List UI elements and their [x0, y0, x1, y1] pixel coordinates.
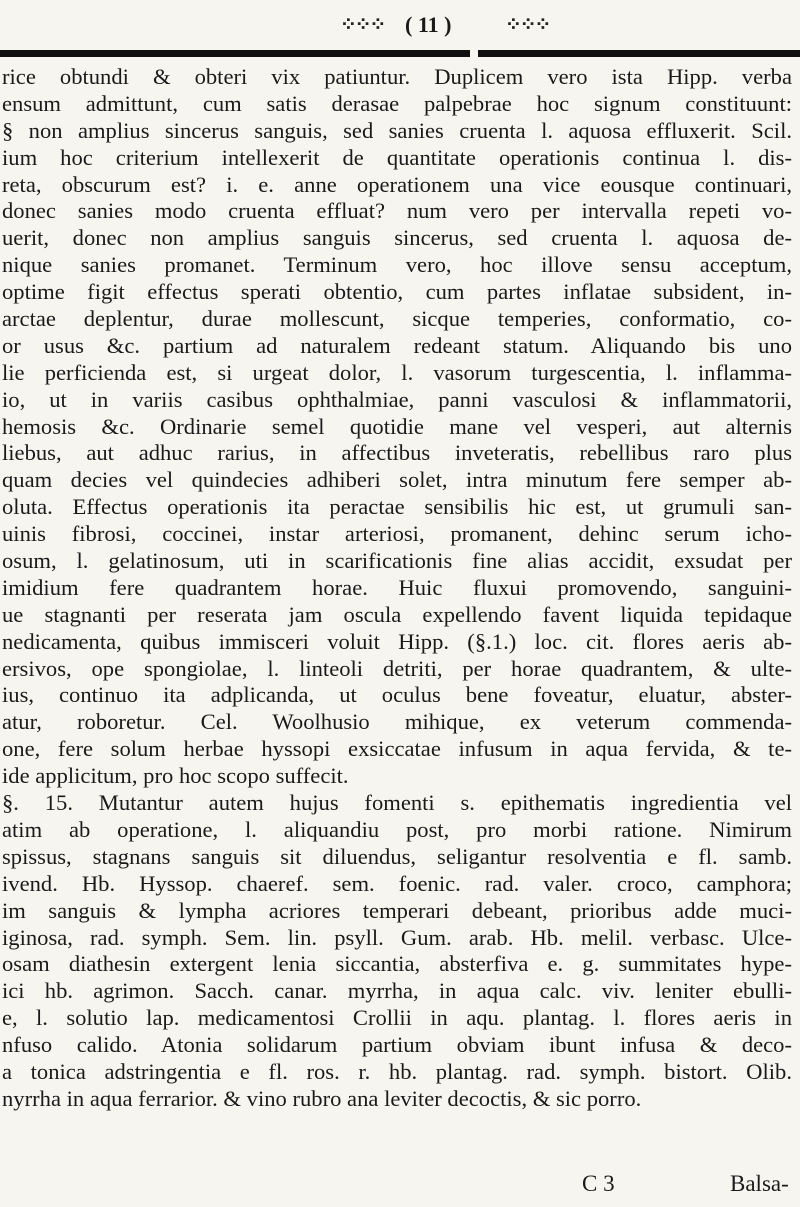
text-line: ius, continuo ita adplicanda, ut oculus bene foveatur, eluatur, abster-: [2, 682, 792, 708]
text-line: reta, obscurum est? i. e. anne operationem una vice eousque continuari,: [2, 171, 792, 197]
header-ornament-left: ⁘⁘⁘: [340, 14, 385, 36]
text-line: ide applicitum, pro hoc scopo suffecit.: [2, 763, 349, 789]
text-line: or usus &c. partium ad naturalem redeant statum. Aliquando bis uno: [2, 332, 792, 358]
text-line: imidium fere quadrantem horae. Huic fluxui promovendo, sanguini-: [2, 574, 792, 600]
text-line: quam decies vel quindecies adhiberi solet, intra minutum fere semper ab-: [2, 467, 792, 493]
text-line: one, fere solum herbae hyssopi exsiccatae infusum in aqua fervida, & te-: [2, 736, 792, 762]
text-line: ici hb. agrimon. Sacch. canar. myrrha, in aqua calc. viv. leniter ebulli-: [2, 978, 792, 1004]
text-line: atur, roboretur. Cel. Woolhusio mihique, ex veterum commenda-: [2, 709, 792, 735]
text-line: §. 15. Mutantur autem hujus fomenti s. epithematis ingredientia vel: [2, 790, 792, 816]
text-line: liebus, aut adhuc rarius, in affectibus inveteratis, rebellibus raro plus: [2, 440, 792, 466]
text-line: nique sanies promanet. Terminum vero, hoc illove sensu acceptum,: [2, 252, 792, 278]
page-footer: [0, 1171, 800, 1201]
text-line: ivend. Hb. Hyssop. chaeref. sem. foenic. rad. valer. croco, camphora;: [2, 870, 792, 896]
text-line: nyrrha in aqua ferrarior. & vino rubro ana leviter decoctis, & sic porro.: [2, 1085, 642, 1111]
header-rule-left: [0, 50, 470, 57]
page-number: ( 11 ): [405, 12, 452, 37]
text-line: ersivos, ope spongiolae, l. linteoli detriti, per horae quadrantem, & ulte-: [2, 655, 792, 681]
text-line: spissus, stagnans sanguis sit diluendus, seligantur resolventia e fl. samb.: [2, 843, 792, 869]
text-line: optime figit effectus sperati obtentio, cum partes inflatae subsident, in-: [2, 279, 792, 305]
text-line: nfuso calido. Atonia solidarum partium obviam ibunt infusa & deco-: [2, 1032, 792, 1058]
text-line: donec sanies modo cruenta effluat? num vero per intervalla repeti vo-: [2, 198, 792, 224]
text-line: osum, l. gelatinosum, uti in scarificationis fine alias accidit, exsudat per: [2, 548, 792, 574]
text-body: [0, 64, 800, 1113]
text-line: oluta. Effectus operationis ita peractae sensibilis hic est, ut grumuli san-: [2, 494, 792, 520]
text-line: a tonica adstringentia e fl. ros. r. hb. plantag. rad. symph. bistort. Olib.: [2, 1058, 792, 1084]
catchword: Balsa-: [730, 1171, 789, 1196]
text-line: § non amplius sincerus sanguis, sed sanies cruenta l. aquosa effluxerit. Scil.: [2, 117, 792, 143]
text-line: uerit, donec non amplius sanguis sincerus, sed cruenta l. aquosa de-: [2, 225, 792, 251]
text-line: atim ab operatione, l. aliquandiu post, pro morbi ratione. Nimirum: [2, 816, 792, 842]
text-line: ium hoc criterium intellexerit de quantitate operationis continua l. dis-: [2, 144, 792, 170]
text-line: hemosis &c. Ordinarie semel quotidie mane vel vesperi, aut alternis: [2, 413, 792, 439]
text-line: lie perficienda est, si urgeat dolor, l. vasorum turgescentia, l. inflamma-: [2, 359, 792, 385]
text-line: io, ut in variis casibus ophthalmiae, panni vasculosi & inflammatorii,: [2, 386, 792, 412]
header-rule-right: [478, 50, 800, 57]
text-line: ensum admittunt, cum satis derasae palpebrae hoc signum constituunt:: [2, 90, 792, 116]
text-line: uinis fibrosi, coccinei, instar arteriosi, promanent, dehinc serum icho-: [2, 521, 792, 547]
text-line: rice obtundi & obteri vix patiuntur. Duplicem vero ista Hipp. verba: [2, 64, 792, 89]
text-line: e, l. solutio lap. medicamentosi Crollii in aqu. plantag. l. flores aeris in: [2, 1005, 792, 1031]
text-line: nedicamenta, quibus immisceri voluit Hipp. (§.1.) loc. cit. flores aeris ab-: [2, 628, 792, 654]
text-line: ue stagnanti per reserata jam oscula expellendo favent liquida tepidaque: [2, 601, 792, 627]
header-ornament-right: ⁘⁘⁘: [505, 14, 550, 36]
page-header: [0, 6, 800, 58]
text-line: osam diathesin extergent lenia siccantia, absterfiva e. g. summitates hype-: [2, 951, 792, 977]
text-line: iginosa, rad. symph. Sem. lin. psyll. Gum. arab. Hb. melil. verbasc. Ulce-: [2, 924, 792, 950]
text-line: arctae deplentur, durae mollescunt, sicque temperies, conformatio, co-: [2, 306, 792, 332]
signature-mark: C 3: [582, 1171, 615, 1196]
text-line: im sanguis & lympha acriores temperari debeant, prioribus adde muci-: [2, 897, 792, 923]
